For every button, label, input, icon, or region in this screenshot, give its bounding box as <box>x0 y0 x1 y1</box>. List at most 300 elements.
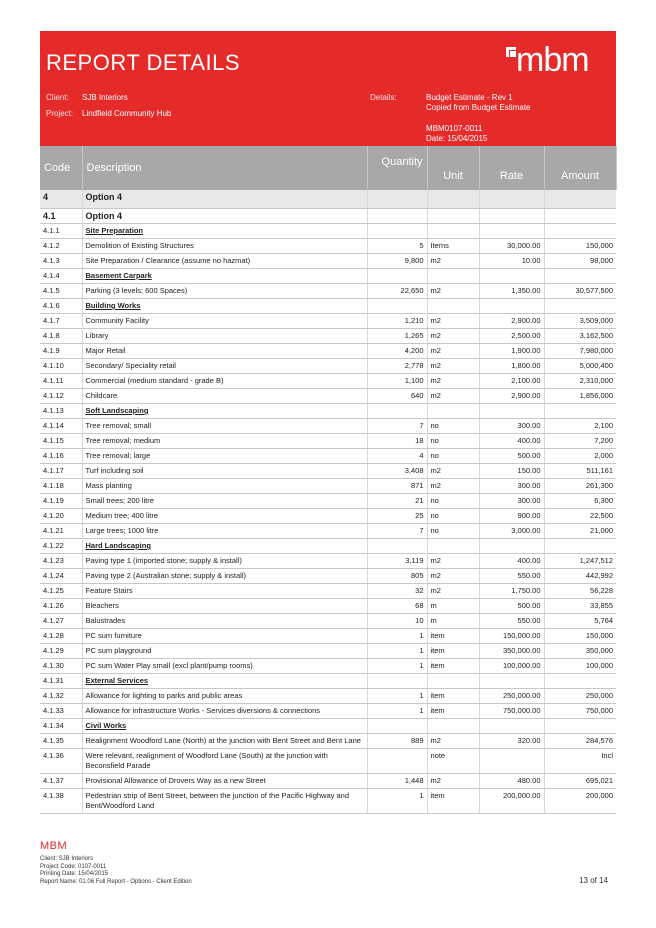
row-unit: m2 <box>427 389 479 404</box>
row-description: Allowance for infrastructure Works - Services diversions & connections <box>82 704 367 719</box>
row-code: 4.1.8 <box>40 329 82 344</box>
table-row <box>40 554 616 569</box>
row-description: Site Preparation <box>82 224 367 239</box>
row-amount <box>544 190 616 209</box>
row-rate <box>479 209 544 224</box>
row-quantity <box>367 719 427 734</box>
table-group-row <box>40 539 616 554</box>
row-code: 4.1.21 <box>40 524 82 539</box>
table-row <box>40 329 616 344</box>
row-amount: 56,228 <box>544 584 616 599</box>
row-unit: m2 <box>427 254 479 269</box>
row-rate: 480.00 <box>479 774 544 789</box>
row-unit: m2 <box>427 584 479 599</box>
row-rate: 30,000.00 <box>479 239 544 254</box>
row-rate: 2,100.00 <box>479 374 544 389</box>
row-description: Secondary/ Speciality retail <box>82 359 367 374</box>
row-code: 4.1.30 <box>40 659 82 674</box>
table-row <box>40 374 616 389</box>
row-amount: 695,021 <box>544 774 616 789</box>
row-code: 4.1.3 <box>40 254 82 269</box>
row-description: PC sum playground <box>82 644 367 659</box>
row-code: 4.1.4 <box>40 269 82 284</box>
row-quantity: 2,778 <box>367 359 427 374</box>
row-code: 4.1.36 <box>40 749 82 774</box>
row-quantity: 4,200 <box>367 344 427 359</box>
row-quantity: 1,265 <box>367 329 427 344</box>
row-unit: item <box>427 659 479 674</box>
row-description: Community Facility <box>82 314 367 329</box>
row-rate: 500.00 <box>479 449 544 464</box>
row-description: Mass planting <box>82 479 367 494</box>
row-unit: Items <box>427 239 479 254</box>
column-header-amount: Amount <box>544 146 616 190</box>
row-description: Bleachers <box>82 599 367 614</box>
row-rate: 1,350.00 <box>479 284 544 299</box>
row-quantity <box>367 209 427 224</box>
budget-table <box>40 146 617 814</box>
table-row <box>40 689 616 704</box>
row-code: 4.1.27 <box>40 614 82 629</box>
row-quantity: 3,408 <box>367 464 427 479</box>
row-amount: Incl <box>544 749 616 774</box>
row-rate: 550.00 <box>479 569 544 584</box>
row-description: Were relevant, realignment of Woodford Lane (South) at the junction with Beconsfield Parade <box>82 749 367 774</box>
row-quantity: 7 <box>367 524 427 539</box>
row-rate: 400.00 <box>479 554 544 569</box>
row-quantity: 21 <box>367 494 427 509</box>
row-amount: 100,000 <box>544 659 616 674</box>
row-quantity: 7 <box>367 419 427 434</box>
column-header-code: Code <box>40 146 82 190</box>
column-header-rate: Rate <box>479 146 544 190</box>
row-rate: 250,000.00 <box>479 689 544 704</box>
row-rate <box>479 674 544 689</box>
footer-project-code: Project Code: 0107-0011 <box>40 863 107 870</box>
row-amount <box>544 224 616 239</box>
table-group-row <box>40 674 616 689</box>
row-unit: item <box>427 689 479 704</box>
row-unit: m2 <box>427 554 479 569</box>
row-description: Hard Landscaping <box>82 539 367 554</box>
row-description: Childcare <box>82 389 367 404</box>
row-quantity: 1,448 <box>367 774 427 789</box>
row-unit <box>427 404 479 419</box>
row-unit <box>427 719 479 734</box>
client-label: Client: <box>46 93 69 102</box>
table-row <box>40 734 616 749</box>
table-row <box>40 389 616 404</box>
row-code: 4.1.1 <box>40 224 82 239</box>
row-unit: m2 <box>427 479 479 494</box>
row-code: 4.1.31 <box>40 674 82 689</box>
row-amount: 22,500 <box>544 509 616 524</box>
row-rate <box>479 299 544 314</box>
row-rate <box>479 404 544 419</box>
table-row <box>40 774 616 789</box>
row-unit: m2 <box>427 329 479 344</box>
row-description: Realignment Woodford Lane (North) at the junction with Bent Street and Bent Lane <box>82 734 367 749</box>
project-value: Lindfield Community Hub <box>82 109 172 118</box>
row-unit: m2 <box>427 569 479 584</box>
table-group-row <box>40 404 616 419</box>
row-amount: 7,980,000 <box>544 344 616 359</box>
row-amount <box>544 674 616 689</box>
row-amount: 150,000 <box>544 629 616 644</box>
row-quantity <box>367 269 427 284</box>
row-rate: 300.00 <box>479 419 544 434</box>
row-code: 4.1.20 <box>40 509 82 524</box>
row-unit <box>427 209 479 224</box>
table-row <box>40 359 616 374</box>
table-row <box>40 434 616 449</box>
row-unit: no <box>427 524 479 539</box>
row-quantity: 640 <box>367 389 427 404</box>
row-quantity: 1 <box>367 659 427 674</box>
row-code: 4.1.11 <box>40 374 82 389</box>
table-row <box>40 584 616 599</box>
row-description: Allowance for lighting to parks and public areas <box>82 689 367 704</box>
row-description: Demolition of Existing Structures <box>82 239 367 254</box>
row-amount: 3,509,000 <box>544 314 616 329</box>
row-unit: item <box>427 789 479 814</box>
row-code: 4.1.25 <box>40 584 82 599</box>
row-unit: no <box>427 494 479 509</box>
row-amount: 511,161 <box>544 464 616 479</box>
row-unit: m2 <box>427 359 479 374</box>
row-unit: no <box>427 449 479 464</box>
row-code: 4.1.32 <box>40 689 82 704</box>
table-row <box>40 449 616 464</box>
row-unit <box>427 299 479 314</box>
table-group-row <box>40 269 616 284</box>
row-quantity <box>367 299 427 314</box>
row-unit: no <box>427 419 479 434</box>
row-amount: 30,577,500 <box>544 284 616 299</box>
row-unit <box>427 539 479 554</box>
row-code: 4.1.15 <box>40 434 82 449</box>
row-rate: 2,500.00 <box>479 329 544 344</box>
row-unit: m2 <box>427 774 479 789</box>
row-unit: m2 <box>427 314 479 329</box>
row-unit: item <box>427 704 479 719</box>
row-rate: 350,000.00 <box>479 644 544 659</box>
row-rate: 100,000.00 <box>479 659 544 674</box>
row-unit: m <box>427 614 479 629</box>
row-amount: 1,856,000 <box>544 389 616 404</box>
column-header-unit: Unit <box>427 146 479 190</box>
table-row <box>40 494 616 509</box>
table-row <box>40 239 616 254</box>
row-rate <box>479 269 544 284</box>
row-code: 4.1.10 <box>40 359 82 374</box>
row-code: 4.1.22 <box>40 539 82 554</box>
row-rate: 500.00 <box>479 599 544 614</box>
row-description: Paving type 2 (Australian stone; supply & install) <box>82 569 367 584</box>
details-line-2: Copied from Budget Estimate <box>426 103 531 112</box>
row-amount: 250,000 <box>544 689 616 704</box>
footer-printing-date: Printing Date: 15/04/2015 <box>40 871 109 877</box>
row-code: 4 <box>40 190 82 209</box>
row-description: Balustrades <box>82 614 367 629</box>
row-amount <box>544 299 616 314</box>
row-unit: no <box>427 509 479 524</box>
row-rate: 750,000.00 <box>479 704 544 719</box>
row-amount: 5,000,400 <box>544 359 616 374</box>
footer-report-name: Report Name: 01.06 Full Report - Options - Client Edition <box>40 878 192 885</box>
row-amount: 2,000 <box>544 449 616 464</box>
row-unit: m2 <box>427 464 479 479</box>
row-unit <box>427 190 479 209</box>
row-quantity: 5 <box>367 239 427 254</box>
row-code: 4.1.16 <box>40 449 82 464</box>
project-label: Project: <box>46 109 74 118</box>
row-unit <box>427 269 479 284</box>
row-quantity: 889 <box>367 734 427 749</box>
table-row <box>40 344 616 359</box>
row-quantity <box>367 190 427 209</box>
row-description: Major Retail <box>82 344 367 359</box>
row-description: Option 4 <box>82 209 367 224</box>
row-unit: m2 <box>427 734 479 749</box>
table-row <box>40 314 616 329</box>
table-row <box>40 464 616 479</box>
row-amount <box>544 269 616 284</box>
row-quantity: 1 <box>367 704 427 719</box>
row-code: 4.1.34 <box>40 719 82 734</box>
row-description: Basement Carpark <box>82 269 367 284</box>
row-quantity: 805 <box>367 569 427 584</box>
row-unit: item <box>427 644 479 659</box>
row-description: Tree removal; small <box>82 419 367 434</box>
column-header-quantity: Quantity <box>367 146 427 190</box>
row-amount: 5,764 <box>544 614 616 629</box>
row-amount: 284,576 <box>544 734 616 749</box>
table-row <box>40 614 616 629</box>
table-row <box>40 789 616 814</box>
row-rate: 1,750.00 <box>479 584 544 599</box>
row-quantity: 1 <box>367 689 427 704</box>
row-amount: 261,300 <box>544 479 616 494</box>
row-code: 4.1.37 <box>40 774 82 789</box>
details-line-1: Budget Estimate - Rev 1 <box>426 93 513 102</box>
row-rate: 150,000.00 <box>479 629 544 644</box>
table-row <box>40 419 616 434</box>
row-rate <box>479 224 544 239</box>
row-rate: 550.00 <box>479 614 544 629</box>
row-description: Pedestrian strip of Bent Street, between the junction of the Pacific Highway and Bent/Woodford Land <box>82 789 367 814</box>
estimate-date: Date: 15/04/2015 <box>426 134 488 143</box>
row-code: 4.1.14 <box>40 419 82 434</box>
row-description: Tree removal; large <box>82 449 367 464</box>
row-description: Option 4 <box>82 190 367 209</box>
details-label: Details: <box>370 93 397 102</box>
column-header-description: Description <box>82 146 367 190</box>
row-description: Building Works <box>82 299 367 314</box>
row-description: Provisional Allowance of Drovers Way as a new Street <box>82 774 367 789</box>
report-title: REPORT DETAILS <box>46 50 241 75</box>
row-description: Civil Works <box>82 719 367 734</box>
row-rate: 150.00 <box>479 464 544 479</box>
table-row <box>40 599 616 614</box>
row-quantity: 1 <box>367 789 427 814</box>
footer-brand: MBM <box>40 840 68 852</box>
row-code: 4.1.33 <box>40 704 82 719</box>
row-description: Library <box>82 329 367 344</box>
row-description: Small trees; 200 litre <box>82 494 367 509</box>
row-rate: 2,900.00 <box>479 389 544 404</box>
table-group-row <box>40 190 616 209</box>
row-description: PC sum Water Play small (excl plant/pump rooms) <box>82 659 367 674</box>
row-description: External Services <box>82 674 367 689</box>
row-code: 4.1 <box>40 209 82 224</box>
row-amount: 750,000 <box>544 704 616 719</box>
row-description: Soft Landscaping <box>82 404 367 419</box>
table-row <box>40 659 616 674</box>
row-rate: 10.00 <box>479 254 544 269</box>
row-rate: 300.00 <box>479 494 544 509</box>
row-amount: 350,000 <box>544 644 616 659</box>
row-code: 4.1.7 <box>40 314 82 329</box>
page-number: 13 of 14 <box>579 876 608 885</box>
row-code: 4.1.26 <box>40 599 82 614</box>
table-row <box>40 704 616 719</box>
row-code: 4.1.9 <box>40 344 82 359</box>
row-code: 4.1.13 <box>40 404 82 419</box>
row-description: Site Preparation / Clearance (assume no hazmat) <box>82 254 367 269</box>
row-description: Turf including soil <box>82 464 367 479</box>
row-unit: m2 <box>427 344 479 359</box>
row-amount: 1,247,512 <box>544 554 616 569</box>
row-rate <box>479 719 544 734</box>
row-quantity: 9,800 <box>367 254 427 269</box>
row-code: 4.1.35 <box>40 734 82 749</box>
table-header-row <box>40 146 616 190</box>
row-unit: item <box>427 629 479 644</box>
table-row <box>40 254 616 269</box>
row-unit: m2 <box>427 284 479 299</box>
row-rate: 2,900.00 <box>479 314 544 329</box>
row-unit <box>427 224 479 239</box>
row-unit <box>427 674 479 689</box>
row-rate: 300.00 <box>479 479 544 494</box>
table-row <box>40 284 616 299</box>
row-code: 4.1.5 <box>40 284 82 299</box>
table-body <box>40 190 616 814</box>
row-quantity: 3,119 <box>367 554 427 569</box>
row-quantity <box>367 404 427 419</box>
row-description: Feature Stairs <box>82 584 367 599</box>
row-code: 4.1.23 <box>40 554 82 569</box>
estimate-code: MBM0107-0011 <box>426 124 483 133</box>
row-amount: 200,000 <box>544 789 616 814</box>
row-rate <box>479 539 544 554</box>
row-quantity: 10 <box>367 614 427 629</box>
row-quantity <box>367 224 427 239</box>
row-amount <box>544 404 616 419</box>
row-amount: 3,162,500 <box>544 329 616 344</box>
row-quantity: 1 <box>367 629 427 644</box>
row-unit: note <box>427 749 479 774</box>
row-code: 4.1.19 <box>40 494 82 509</box>
report-header-banner <box>40 31 616 146</box>
row-rate: 1,900.00 <box>479 344 544 359</box>
row-description: Commercial (medium standard - grade B) <box>82 374 367 389</box>
row-rate <box>479 749 544 774</box>
row-description: PC sum furniture <box>82 629 367 644</box>
mbm-logo <box>504 41 604 85</box>
row-quantity: 25 <box>367 509 427 524</box>
table-row <box>40 644 616 659</box>
footer-info <box>40 856 192 886</box>
row-amount: 7,200 <box>544 434 616 449</box>
row-amount: 33,855 <box>544 599 616 614</box>
client-value: SJB Interiors <box>82 93 128 102</box>
row-rate: 400.00 <box>479 434 544 449</box>
row-rate <box>479 190 544 209</box>
logo-text: mbm <box>516 41 589 79</box>
row-amount <box>544 209 616 224</box>
table-group-row <box>40 299 616 314</box>
row-amount <box>544 719 616 734</box>
row-description: Large trees; 1000 litre <box>82 524 367 539</box>
table-group-row <box>40 209 616 224</box>
row-code: 4.1.38 <box>40 789 82 814</box>
row-amount: 442,992 <box>544 569 616 584</box>
table-group-row <box>40 719 616 734</box>
row-description: Parking (3 levels; 600 Spaces) <box>82 284 367 299</box>
row-rate: 200,000.00 <box>479 789 544 814</box>
row-rate: 320.00 <box>479 734 544 749</box>
row-quantity: 1 <box>367 644 427 659</box>
row-quantity: 68 <box>367 599 427 614</box>
table-row <box>40 749 616 774</box>
row-quantity: 1,100 <box>367 374 427 389</box>
row-description: Medium tree; 400 litre <box>82 509 367 524</box>
table-row <box>40 509 616 524</box>
footer-client: Client: SJB Interiors <box>40 856 94 862</box>
row-code: 4.1.18 <box>40 479 82 494</box>
row-unit: no <box>427 434 479 449</box>
row-amount: 98,000 <box>544 254 616 269</box>
row-quantity: 4 <box>367 449 427 464</box>
row-code: 4.1.17 <box>40 464 82 479</box>
row-code: 4.1.12 <box>40 389 82 404</box>
row-rate: 900.00 <box>479 509 544 524</box>
row-unit: m2 <box>427 374 479 389</box>
table-row <box>40 629 616 644</box>
table-group-row <box>40 224 616 239</box>
row-code: 4.1.2 <box>40 239 82 254</box>
row-rate: 3,000.00 <box>479 524 544 539</box>
row-quantity <box>367 674 427 689</box>
row-code: 4.1.29 <box>40 644 82 659</box>
table-row <box>40 569 616 584</box>
row-unit: m <box>427 599 479 614</box>
row-description: Paving type 1 (imported stone; supply & install) <box>82 554 367 569</box>
row-amount: 2,100 <box>544 419 616 434</box>
row-quantity <box>367 539 427 554</box>
row-description: Tree removal; medium <box>82 434 367 449</box>
row-quantity: 18 <box>367 434 427 449</box>
table-row <box>40 479 616 494</box>
row-code: 4.1.28 <box>40 629 82 644</box>
row-quantity: 871 <box>367 479 427 494</box>
row-code: 4.1.24 <box>40 569 82 584</box>
row-quantity: 22,650 <box>367 284 427 299</box>
row-quantity <box>367 749 427 774</box>
row-amount <box>544 539 616 554</box>
